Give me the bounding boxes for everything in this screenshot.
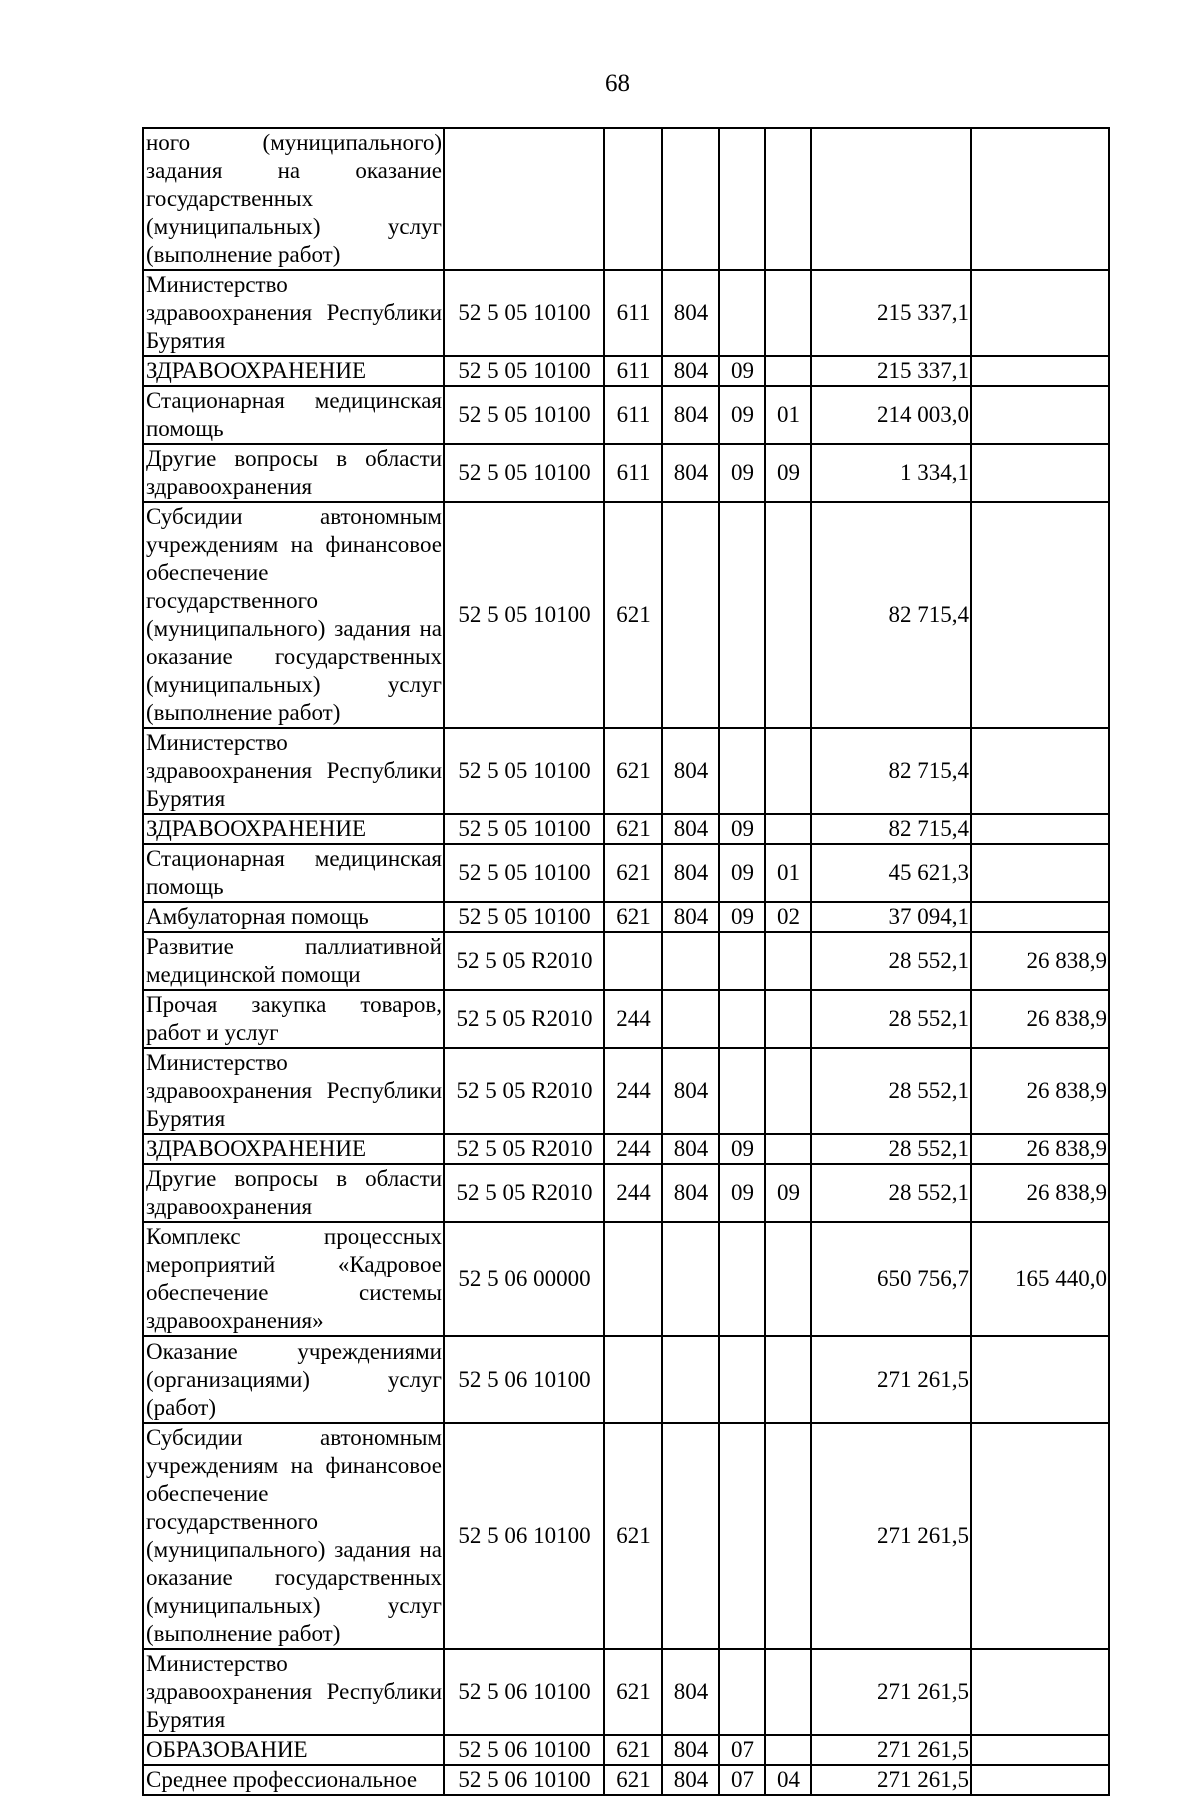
cell-amount-total: 271 261,5 — [811, 1336, 971, 1423]
cell-amount-federal — [971, 728, 1109, 814]
cell-section — [719, 990, 765, 1048]
cell-expense-type: 244 — [604, 1164, 662, 1222]
page-number: 68 — [605, 70, 630, 97]
cell-subsection — [765, 1048, 811, 1134]
cell-section: 09 — [719, 1134, 765, 1164]
cell-expense-type — [604, 1222, 662, 1336]
cell-subsection — [765, 1222, 811, 1336]
table-row — [143, 1423, 1109, 1649]
cell-name: Прочая закупка товаров, работ и услуг — [143, 990, 444, 1048]
cell-expense-type: 244 — [604, 1134, 662, 1164]
cell-amount-total: 37 094,1 — [811, 902, 971, 932]
cell-section: 09 — [719, 444, 765, 502]
cell-subsection — [765, 990, 811, 1048]
cell-expense-type — [604, 128, 662, 270]
cell-name: Министерство здравоохранения Республики Бурятия — [143, 270, 444, 356]
cell-amount-federal — [971, 1765, 1109, 1795]
cell-subsection: 01 — [765, 844, 811, 902]
cell-name: Министерство здравоохранения Республики Бурятия — [143, 1649, 444, 1735]
cell-amount-total: 82 715,4 — [811, 814, 971, 844]
cell-section: 07 — [719, 1765, 765, 1795]
cell-amount-federal — [971, 386, 1109, 444]
table-row — [143, 728, 1109, 814]
cell-section — [719, 1048, 765, 1134]
table-row — [143, 386, 1109, 444]
cell-target-article: 52 5 05 R2010 — [444, 932, 604, 990]
table-row — [143, 1765, 1109, 1795]
cell-subsection — [765, 502, 811, 728]
cell-target-article: 52 5 06 10100 — [444, 1765, 604, 1795]
cell-name: Субсидии автономным учреждениям на финансовое обеспечение государственного (муниципального) задания на оказание государственных (муниципальных) услуг (выполнение работ) — [143, 1423, 444, 1649]
cell-target-article: 52 5 05 R2010 — [444, 1134, 604, 1164]
cell-target-article: 52 5 05 10100 — [444, 844, 604, 902]
cell-expense-type: 621 — [604, 1649, 662, 1735]
cell-section: 09 — [719, 386, 765, 444]
table-row — [143, 1164, 1109, 1222]
cell-amount-federal: 26 838,9 — [971, 1164, 1109, 1222]
cell-subsection — [765, 814, 811, 844]
cell-expense-type: 244 — [604, 1048, 662, 1134]
table-row — [143, 502, 1109, 728]
table-row — [143, 990, 1109, 1048]
cell-name: ЗДРАВООХРАНЕНИЕ — [143, 356, 444, 386]
budget-table — [142, 127, 1110, 1796]
cell-expense-type: 621 — [604, 814, 662, 844]
cell-subsection — [765, 1649, 811, 1735]
cell-expense-type: 621 — [604, 1735, 662, 1765]
cell-expense-type — [604, 932, 662, 990]
cell-amount-federal: 165 440,0 — [971, 1222, 1109, 1336]
cell-administrator: 804 — [662, 728, 719, 814]
cell-subsection — [765, 270, 811, 356]
table-row — [143, 1048, 1109, 1134]
cell-expense-type: 611 — [604, 386, 662, 444]
cell-administrator: 804 — [662, 1765, 719, 1795]
cell-amount-total: 215 337,1 — [811, 356, 971, 386]
cell-amount-total: 271 261,5 — [811, 1735, 971, 1765]
cell-administrator: 804 — [662, 356, 719, 386]
cell-amount-total: 28 552,1 — [811, 990, 971, 1048]
cell-subsection: 04 — [765, 1765, 811, 1795]
cell-administrator — [662, 128, 719, 270]
cell-expense-type: 621 — [604, 728, 662, 814]
cell-subsection: 01 — [765, 386, 811, 444]
cell-name: Другие вопросы в области здравоохранения — [143, 444, 444, 502]
cell-amount-federal — [971, 1735, 1109, 1765]
cell-target-article: 52 5 06 10100 — [444, 1649, 604, 1735]
cell-target-article: 52 5 05 10100 — [444, 728, 604, 814]
cell-amount-federal — [971, 128, 1109, 270]
cell-amount-total — [811, 128, 971, 270]
cell-section: 09 — [719, 814, 765, 844]
cell-target-article: 52 5 05 10100 — [444, 386, 604, 444]
cell-administrator: 804 — [662, 1048, 719, 1134]
table-row — [143, 356, 1109, 386]
cell-section — [719, 1222, 765, 1336]
table-row — [143, 814, 1109, 844]
cell-amount-total: 215 337,1 — [811, 270, 971, 356]
cell-section — [719, 728, 765, 814]
cell-section — [719, 270, 765, 356]
cell-section — [719, 1649, 765, 1735]
cell-amount-federal — [971, 1336, 1109, 1423]
cell-amount-total: 271 261,5 — [811, 1649, 971, 1735]
cell-target-article: 52 5 05 R2010 — [444, 990, 604, 1048]
cell-expense-type — [604, 1336, 662, 1423]
cell-amount-federal — [971, 1649, 1109, 1735]
cell-amount-total: 214 003,0 — [811, 386, 971, 444]
cell-expense-type: 621 — [604, 1765, 662, 1795]
cell-amount-federal: 26 838,9 — [971, 932, 1109, 990]
cell-subsection — [765, 932, 811, 990]
cell-target-article: 52 5 06 10100 — [444, 1336, 604, 1423]
cell-amount-total: 1 334,1 — [811, 444, 971, 502]
cell-target-article: 52 5 05 10100 — [444, 902, 604, 932]
cell-administrator — [662, 990, 719, 1048]
cell-name: ного (муниципального) задания на оказание государственных (муниципальных) услуг (выполнение работ) — [143, 128, 444, 270]
cell-administrator: 804 — [662, 902, 719, 932]
cell-amount-total: 28 552,1 — [811, 1048, 971, 1134]
cell-name: Развитие паллиативной медицинской помощи — [143, 932, 444, 990]
cell-target-article: 52 5 05 10100 — [444, 270, 604, 356]
cell-section — [719, 1336, 765, 1423]
cell-target-article: 52 5 05 10100 — [444, 502, 604, 728]
table-row — [143, 1336, 1109, 1423]
cell-section: 09 — [719, 844, 765, 902]
cell-section: 09 — [719, 902, 765, 932]
cell-administrator: 804 — [662, 814, 719, 844]
cell-expense-type: 621 — [604, 902, 662, 932]
cell-amount-total: 28 552,1 — [811, 1134, 971, 1164]
cell-amount-total: 82 715,4 — [811, 502, 971, 728]
cell-target-article: 52 5 05 10100 — [444, 356, 604, 386]
table-row — [143, 444, 1109, 502]
cell-amount-federal — [971, 270, 1109, 356]
table-row — [143, 932, 1109, 990]
cell-target-article: 52 5 06 10100 — [444, 1423, 604, 1649]
cell-name: Другие вопросы в области здравоохранения — [143, 1164, 444, 1222]
cell-administrator: 804 — [662, 1735, 719, 1765]
table-row — [143, 902, 1109, 932]
table-row — [143, 1134, 1109, 1164]
cell-administrator: 804 — [662, 1164, 719, 1222]
cell-subsection — [765, 128, 811, 270]
cell-target-article: 52 5 06 10100 — [444, 1735, 604, 1765]
cell-name: ОБРАЗОВАНИЕ — [143, 1735, 444, 1765]
cell-name: Оказание учреждениями (организациями) услуг (работ) — [143, 1336, 444, 1423]
cell-amount-federal: 26 838,9 — [971, 1134, 1109, 1164]
cell-expense-type: 621 — [604, 844, 662, 902]
cell-name: Субсидии автономным учреждениям на финансовое обеспечение государственного (муниципального) задания на оказание государственных (муниципальных) услуг (выполнение работ) — [143, 502, 444, 728]
cell-administrator — [662, 1336, 719, 1423]
cell-section — [719, 128, 765, 270]
cell-amount-total: 650 756,7 — [811, 1222, 971, 1336]
cell-name: Среднее профессиональное — [143, 1765, 444, 1795]
cell-amount-federal — [971, 902, 1109, 932]
cell-section: 09 — [719, 1164, 765, 1222]
cell-expense-type: 621 — [604, 1423, 662, 1649]
cell-amount-federal: 26 838,9 — [971, 1048, 1109, 1134]
cell-name: Министерство здравоохранения Республики Бурятия — [143, 1048, 444, 1134]
cell-name: ЗДРАВООХРАНЕНИЕ — [143, 814, 444, 844]
cell-administrator: 804 — [662, 386, 719, 444]
cell-subsection: 09 — [765, 1164, 811, 1222]
table-row — [143, 844, 1109, 902]
cell-amount-federal — [971, 814, 1109, 844]
cell-target-article: 52 5 05 R2010 — [444, 1164, 604, 1222]
cell-subsection — [765, 1735, 811, 1765]
cell-administrator: 804 — [662, 1134, 719, 1164]
cell-amount-federal — [971, 356, 1109, 386]
cell-subsection — [765, 1336, 811, 1423]
cell-subsection — [765, 1134, 811, 1164]
cell-amount-federal — [971, 1423, 1109, 1649]
cell-section: 07 — [719, 1735, 765, 1765]
table-row — [143, 1735, 1109, 1765]
cell-expense-type: 611 — [604, 444, 662, 502]
cell-subsection: 09 — [765, 444, 811, 502]
cell-name: ЗДРАВООХРАНЕНИЕ — [143, 1134, 444, 1164]
cell-amount-total: 45 621,3 — [811, 844, 971, 902]
cell-administrator — [662, 1423, 719, 1649]
cell-section — [719, 932, 765, 990]
cell-name: Министерство здравоохранения Республики Бурятия — [143, 728, 444, 814]
cell-amount-total: 271 261,5 — [811, 1765, 971, 1795]
cell-amount-federal: 26 838,9 — [971, 990, 1109, 1048]
table-row — [143, 1649, 1109, 1735]
cell-subsection — [765, 356, 811, 386]
cell-name: Стационарная медицинская помощь — [143, 844, 444, 902]
cell-target-article — [444, 128, 604, 270]
cell-amount-total: 28 552,1 — [811, 1164, 971, 1222]
cell-amount-total: 82 715,4 — [811, 728, 971, 814]
cell-administrator — [662, 932, 719, 990]
cell-amount-federal — [971, 844, 1109, 902]
cell-amount-total: 28 552,1 — [811, 932, 971, 990]
cell-section: 09 — [719, 356, 765, 386]
cell-expense-type: 611 — [604, 356, 662, 386]
cell-subsection — [765, 728, 811, 814]
cell-subsection — [765, 1423, 811, 1649]
cell-expense-type: 244 — [604, 990, 662, 1048]
cell-administrator — [662, 1222, 719, 1336]
cell-expense-type: 621 — [604, 502, 662, 728]
cell-section — [719, 1423, 765, 1649]
table-row — [143, 1222, 1109, 1336]
cell-expense-type: 611 — [604, 270, 662, 356]
cell-name: Амбулаторная помощь — [143, 902, 444, 932]
table-row — [143, 128, 1109, 270]
cell-name: Комплекс процессных мероприятий «Кадровое обеспечение системы здравоохранения» — [143, 1222, 444, 1336]
cell-administrator: 804 — [662, 444, 719, 502]
cell-name: Стационарная медицинская помощь — [143, 386, 444, 444]
table-body — [143, 128, 1109, 1795]
cell-amount-federal — [971, 502, 1109, 728]
cell-administrator — [662, 502, 719, 728]
cell-amount-federal — [971, 444, 1109, 502]
cell-amount-total: 271 261,5 — [811, 1423, 971, 1649]
cell-administrator: 804 — [662, 1649, 719, 1735]
table-row — [143, 270, 1109, 356]
cell-target-article: 52 5 05 R2010 — [444, 1048, 604, 1134]
cell-target-article: 52 5 05 10100 — [444, 814, 604, 844]
cell-administrator: 804 — [662, 844, 719, 902]
cell-target-article: 52 5 05 10100 — [444, 444, 604, 502]
cell-section — [719, 502, 765, 728]
cell-administrator: 804 — [662, 270, 719, 356]
cell-subsection: 02 — [765, 902, 811, 932]
cell-target-article: 52 5 06 00000 — [444, 1222, 604, 1336]
